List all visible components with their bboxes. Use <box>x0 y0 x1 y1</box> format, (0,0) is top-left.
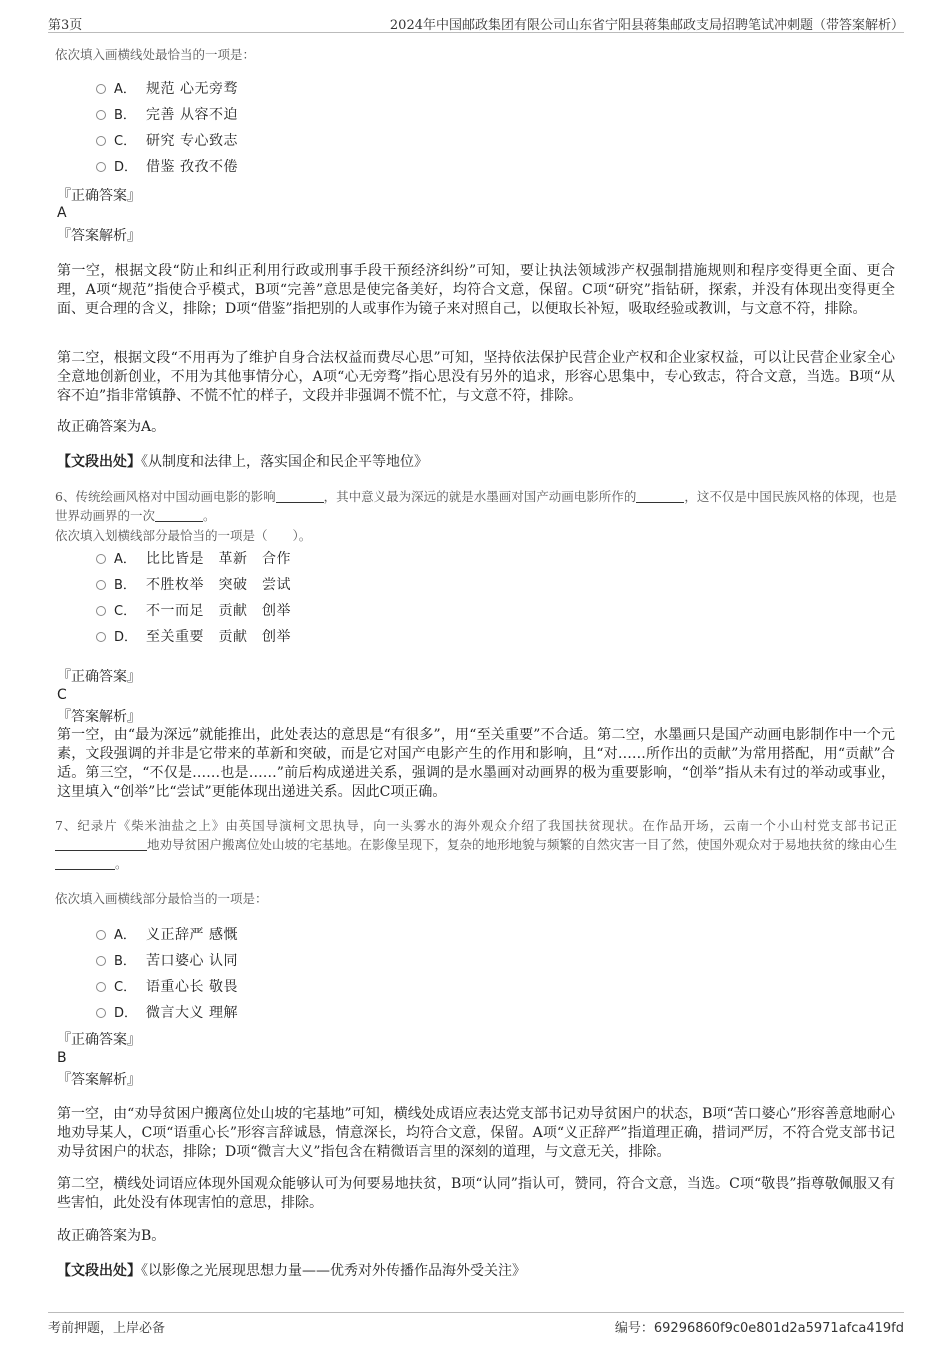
q7-analysis-label: 『答案解析』 <box>57 1072 141 1088</box>
radio-icon[interactable] <box>96 110 106 120</box>
page-number: 第3页 <box>48 18 83 33</box>
q5-analysis-paragraph-2: 第二空，根据文段“不用再为了维护自身合法权益而费尽心思”可知，坚持依法保护民营企业产权和企业家权益，可以让民营企业家全心全意地创新创业，不用为其他事情分心，A项“心无旁骛”指心思没有另外的追求，形容心思集中，专心致志，符合文意，当选。B项“从容不迫”指非常镇静、不慌不忙的样子，文段并非强调不慌不忙，与文意不符，排除。 <box>57 350 895 404</box>
q6-prompt: 依次填入划横线部分最恰当的一项是（ ）。 <box>55 528 312 543</box>
q7-prompt: 依次填入画横线部分最恰当的一项是： <box>55 891 268 906</box>
page-footer <box>48 1312 904 1336</box>
page-header <box>48 12 904 33</box>
radio-icon[interactable] <box>96 606 106 616</box>
q6-answer: C <box>57 687 67 703</box>
radio-icon[interactable] <box>96 930 106 940</box>
q7-analysis-paragraph-2: 第二空，横线处词语应体现外国观众能够认可为何要易地扶贫，B项“认同”指认可，赞同，符合文意，当选。C项“敬畏”指尊敬佩服又有些害怕，此处没有体现害怕的意思，排除。 <box>57 1176 895 1211</box>
q7-option-c[interactable]: C． 语重心长 敬畏 <box>96 977 238 997</box>
q5-source: 【文段出处】《从制度和法律上，落实国企和民企平等地位》 <box>57 454 428 470</box>
q6-option-a[interactable]: A． 比比皆是 革新 合作 <box>96 549 291 569</box>
blank-line <box>55 850 147 851</box>
q7-analysis-paragraph-1: 第一空，由“劝导贫困户搬离位处山坡的宅基地”可知，横线处成语应表达党支部书记劝导贫困户的状态，B项“苦口婆心”形容善意地耐心地劝导某人，C项“语重心长”形容言辞诚恳，情意深长，均符合文意，保留。A项“义正辞严”指道理正确，措词严厉，不符合党支部书记劝导贫困户的状态，排除；D项“微言大义”指包含在精微语言里的深刻的道理，与文意无关，排除。 <box>57 1106 895 1160</box>
q7-answer-label: 『正确答案』 <box>57 1032 141 1048</box>
q6-answer-label: 『正确答案』 <box>57 669 141 685</box>
footer-slogan: 考前押题，上岸必备 <box>48 1321 166 1336</box>
q6-option-d[interactable]: D． 至关重要 贡献 创举 <box>96 627 291 647</box>
q7-answer: B <box>57 1050 67 1066</box>
q7-option-d[interactable]: D． 微言大义 理解 <box>96 1003 238 1023</box>
q5-answer-label: 『正确答案』 <box>57 188 141 204</box>
q5-option-a[interactable]: A． 规范 心无旁骛 <box>96 79 238 99</box>
q7-analysis-conclusion: 故正确答案为B。 <box>57 1228 166 1244</box>
q7-option-b[interactable]: B． 苦口婆心 认同 <box>96 951 238 971</box>
q6-option-c[interactable]: C． 不一而足 贡献 创举 <box>96 601 291 621</box>
q6-stem: 6、传统绘画风格对中国动画电影的影响 ，其中意义最为深远的就是水墨画对国产动画电影所作的 ，这不仅是中国民族风格的体现，也是世界动画界的一次 。 <box>55 489 897 523</box>
blank-line <box>155 521 203 522</box>
blank-line <box>55 869 115 870</box>
radio-icon[interactable] <box>96 554 106 564</box>
radio-icon[interactable] <box>96 956 106 966</box>
q5-prompt: 依次填入画横线处最恰当的一项是： <box>55 47 256 62</box>
q5-analysis-label: 『答案解析』 <box>57 228 141 244</box>
q5-answer: A <box>57 205 67 221</box>
q5-analysis-paragraph-1: 第一空，根据文段“防止和纠正利用行政或刑事手段干预经济纠纷”可知，要让执法领域涉产权强制措施规则和程序变得更全面、更合理，A项“规范”指使合乎模式，B项“完善”意思是使完备美好，均符合文意，保留。C项“研究”指钻研，探索，并没有体现出变得更全面、更合理的含义，排除；D项“借鉴”指把别的人或事作为镜子来对照自己，以便取长补短，吸取经验或教训，与文意不符，排除。 <box>57 263 895 317</box>
q6-analysis-paragraph: 第一空，由“最为深远”就能推出，此处表达的意思是“有很多”，用“至关重要”不合适。第二空，水墨画只是国产动画电影制作中一个元素，文段强调的并非是它带来的革新和突破，而是它对国产电影产生的作用和影响，且“对……所作出的贡献”为常用搭配，用“贡献”合适。第三空，“不仅是……也是……”前后构成递进关系，强调的是水墨画对动画界的极为重要影响，“创举”指从未有过的举动或事业，这里填入“创举”比“尝试”更能体现出递进关系。因此C项正确。 <box>57 727 895 800</box>
blank-line <box>636 502 684 503</box>
q6-analysis-label: 『答案解析』 <box>57 709 141 725</box>
radio-icon[interactable] <box>96 982 106 992</box>
blank-line <box>276 502 324 503</box>
q6-option-b[interactable]: B． 不胜枚举 突破 尝试 <box>96 575 291 595</box>
q7-source: 【文段出处】《以影像之光展现思想力量——优秀对外传播作品海外受关注》 <box>57 1263 526 1279</box>
q7-stem: 7、纪录片《柴米油盐之上》由英国导演柯文思执导，向一头雾水的海外观众介绍了我国扶贫现状。在作品开场，云南一个小山村党支部书记正地劝导贫困户搬离位处山坡的宅基地。在影像呈现下，复杂的地形地貌与频繁的自然灾害一目了然，使国外观众对于易地扶贫的缘由心生。 <box>55 818 898 871</box>
radio-icon[interactable] <box>96 632 106 642</box>
radio-icon[interactable] <box>96 162 106 172</box>
radio-icon[interactable] <box>96 84 106 94</box>
radio-icon[interactable] <box>96 1008 106 1018</box>
radio-icon[interactable] <box>96 136 106 146</box>
q5-option-d[interactable]: D． 借鉴 孜孜不倦 <box>96 157 238 177</box>
document-code: 编号：69296860f9c0e801d2a5971afca419fd <box>614 1321 904 1336</box>
document-title: 2024年中国邮政集团有限公司山东省宁阳县蒋集邮政支局招聘笔试冲刺题（带答案解析） <box>389 18 904 33</box>
q7-option-a[interactable]: A． 义正辞严 感慨 <box>96 925 238 945</box>
q5-option-c[interactable]: C． 研究 专心致志 <box>96 131 238 151</box>
radio-icon[interactable] <box>96 580 106 590</box>
q5-option-b[interactable]: B． 完善 从容不迫 <box>96 105 238 125</box>
q5-analysis-conclusion: 故正确答案为A。 <box>57 419 166 435</box>
